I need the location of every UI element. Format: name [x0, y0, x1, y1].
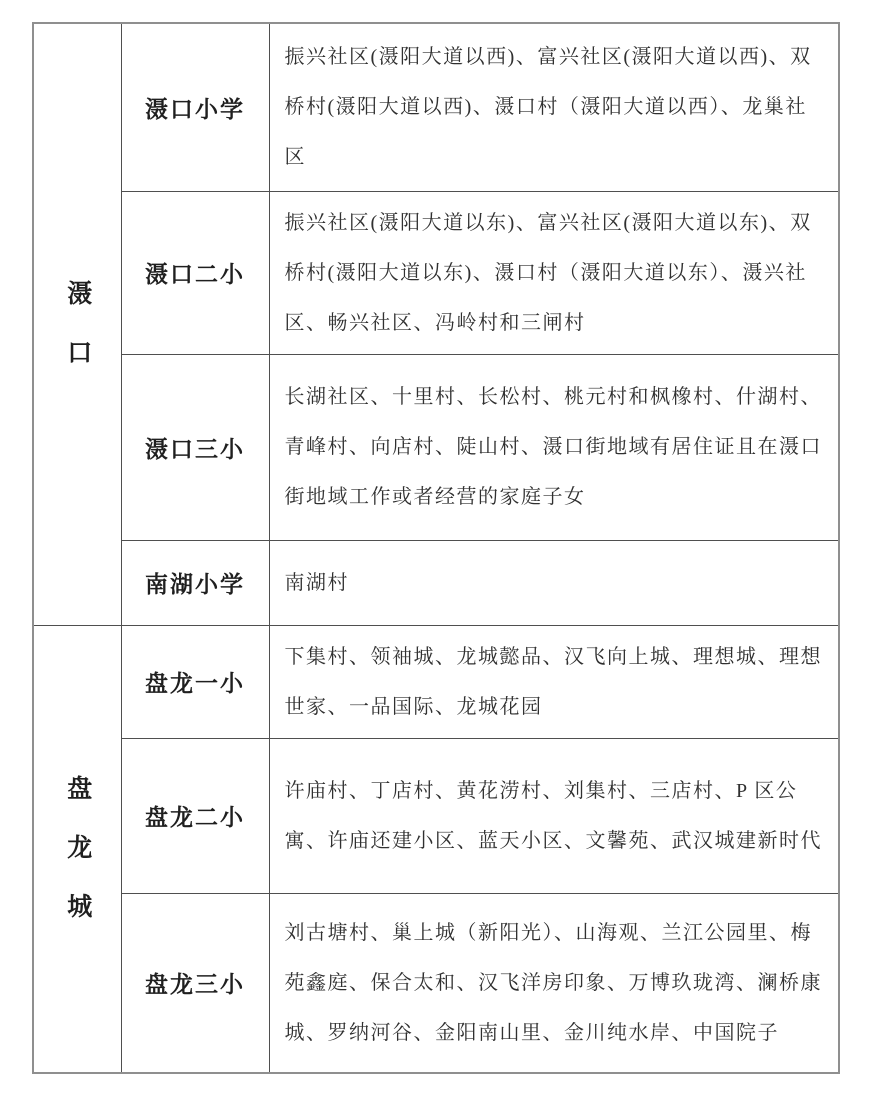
district-label: 滠口: [63, 279, 91, 398]
school-cell: 滠口二小: [121, 191, 269, 354]
table-row: [33, 23, 839, 191]
school-cell: 滠口小学: [121, 23, 269, 191]
school-district-table: [32, 22, 840, 1074]
table-row: [33, 191, 839, 354]
areas-cell: 长湖社区、十里村、长松村、桃元村和枫橡村、什湖村、青峰村、向店村、陡山村、滠口街地域有居住证且在滠口街地域工作或者经营的家庭子女: [269, 354, 839, 540]
areas-cell: 许庙村、丁店村、黄花涝村、刘集村、三店村、P 区公寓、许庙还建小区、蓝天小区、文馨苑、武汉城建新时代: [269, 738, 839, 893]
areas-cell: 振兴社区(滠阳大道以西)、富兴社区(滠阳大道以西)、双桥村(滠阳大道以西)、滠口村（滠阳大道以西）、龙巢社区: [269, 23, 839, 191]
school-cell: 南湖小学: [121, 540, 269, 625]
school-cell: 滠口三小: [121, 354, 269, 540]
school-cell: 盘龙一小: [121, 625, 269, 738]
district-label: 盘龙城: [63, 774, 91, 952]
areas-cell: 振兴社区(滠阳大道以东)、富兴社区(滠阳大道以东)、双桥村(滠阳大道以东)、滠口村（滠阳大道以东）、滠兴社区、畅兴社区、冯岭村和三闸村: [269, 191, 839, 354]
district-cell-shekou: [33, 23, 121, 625]
areas-cell: 南湖村: [269, 540, 839, 625]
areas-cell: 刘古塘村、巢上城（新阳光）、山海观、兰江公园里、梅苑鑫庭、保合太和、汉飞洋房印象、万博玖珑湾、澜桥康城、罗纳河谷、金阳南山里、金川纯水岸、中国院子: [269, 893, 839, 1073]
areas-cell: 下集村、领袖城、龙城懿品、汉飞向上城、理想城、理想世家、一品国际、龙城花园: [269, 625, 839, 738]
table-row: [33, 354, 839, 540]
table-row: [33, 625, 839, 738]
school-cell: 盘龙二小: [121, 738, 269, 893]
table-row: [33, 738, 839, 893]
district-cell-panlongcheng: [33, 625, 121, 1073]
table-row: [33, 540, 839, 625]
table-row: [33, 893, 839, 1073]
school-cell: 盘龙三小: [121, 893, 269, 1073]
